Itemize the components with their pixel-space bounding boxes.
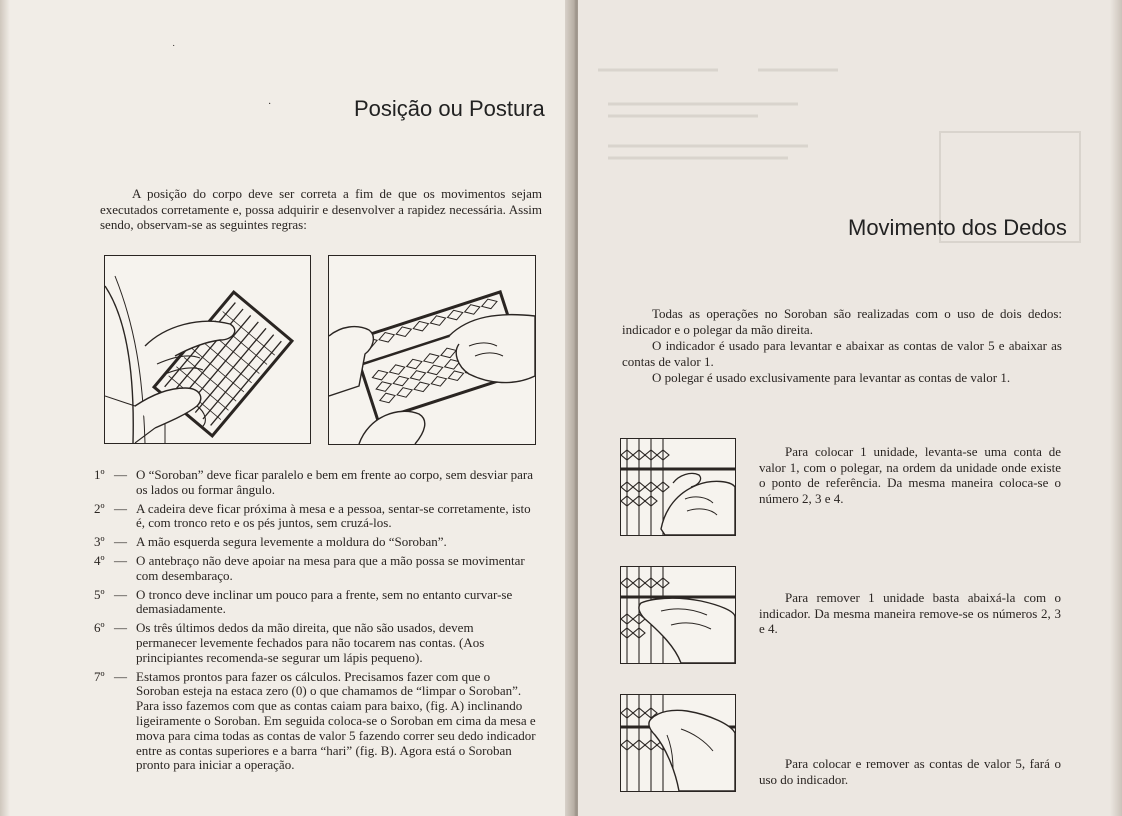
intro-paragraph-left: A posição do corpo deve ser correta a fim de que os movimentos sejam executados corretamente e, possa adquirir e desenvolver a rapidez necessária. Assim sendo, observam-se as seguintes regras: (100, 186, 542, 232)
figure-b-drawing (329, 256, 535, 444)
page-title-right: Movimento dos Dedos (848, 215, 1067, 240)
step-figure-drawing (621, 567, 735, 663)
page-edge-shadow (1110, 0, 1122, 816)
step-figure-value-five (620, 694, 736, 792)
posture-rules-list (94, 468, 536, 777)
rule-number: 7º (94, 668, 105, 684)
page-title-left: Posição ou Postura (354, 96, 545, 121)
show-through-text (598, 60, 898, 180)
rule-number: 3º (94, 534, 105, 550)
rule-text: A cadeira deve ficar próxima à mesa e a pessoa, sentar-se corretamente, isto é, com tronco reto e os pés juntos, sem cruzá-los. (136, 500, 531, 531)
rule-item (94, 468, 536, 498)
rule-item (94, 535, 536, 550)
step-text-value-five: Para colocar e remover as contas de valor 5, fará o uso do indicador. (759, 756, 1061, 787)
rule-number: 5º (94, 586, 105, 602)
rule-text: Estamos prontos para fazer os cálculos. Precisamos fazer com que o Soroban esteja na estaca zero (0) o que chamamos de “limpar o Soroban”. Para isso fazemos com que as contas caiam para baixo, (fig. A) inclinando ligeiramente o Soroban. Em seguida coloca-se o Soroban em cima da mesa e mova para cima todas as contas de valor 5 fazendo correr seu dedo indicador entre as contas superiores e a barra “hari” (fig. B). Agora está o Soroban pronto para iniciar a operação. (136, 668, 536, 773)
rule-text: O antebraço não deve apoiar na mesa para que a mão possa se movimentar com desembaraço. (136, 552, 525, 583)
rule-item (94, 554, 536, 584)
intro-paragraph-right-1: Todas as operações no Soroban são realizadas com o uso de dois dedos: indicador e o polegar da mão direita. (622, 306, 1062, 337)
rule-item (94, 588, 536, 618)
rule-dash: — (114, 586, 127, 602)
figure-a-drawing (105, 256, 310, 443)
rule-number: 2º (94, 500, 105, 516)
rule-dash: — (114, 500, 127, 516)
rule-item (94, 621, 536, 665)
rule-item (94, 502, 536, 532)
figure-b-hands-moving-beads (328, 255, 536, 445)
rule-item (94, 670, 536, 774)
rule-dash: — (114, 552, 127, 568)
ink-speck: · (268, 99, 272, 110)
step-figure-add-unit (620, 438, 736, 536)
rule-number: 1º (94, 467, 105, 482)
rule-dash: — (114, 620, 127, 636)
rule-number: 4º (94, 552, 105, 568)
step-text-remove-unit: Para remover 1 unidade basta abaixá-la com o indicador. Da mesma maneira remove-se os números 2, 3 e 4. (759, 590, 1061, 636)
right-page (578, 0, 1122, 816)
intro-paragraph-right-3: O polegar é usado exclusivamente para levantar as contas de valor 1. (652, 370, 1011, 385)
rule-dash: — (114, 467, 127, 482)
step-figure-drawing (621, 439, 735, 535)
rule-text: O “Soroban” deve ficar paralelo e bem em frente ao corpo, sem desviar para os lados ou formar ângulo. (136, 467, 534, 497)
ink-speck: ˙ (172, 44, 176, 55)
rule-text: O tronco deve inclinar um pouco para a frente, sem no entanto curvar-se demasiadamente. (136, 586, 513, 617)
rule-dash: — (114, 668, 127, 684)
rule-text: A mão esquerda segura levemente a moldura do “Soroban”. (136, 534, 447, 550)
intro-paragraph-right-2: O indicador é usado para levantar e abaixar as contas de valor 5 e abaixar as contas de valor 1. (622, 338, 1062, 369)
step-text-add-unit: Para colocar 1 unidade, levanta-se uma conta de valor 1, com o polegar, na ordem da unidade onde existe o ponto de referência. Da mesma maneira coloca-se o número 2, 3 e 4. (759, 444, 1061, 506)
rule-dash: — (114, 534, 127, 550)
rule-number: 6º (94, 620, 105, 636)
step-figure-drawing (621, 695, 735, 791)
step-figure-remove-unit (620, 566, 736, 664)
rule-text: Os três últimos dedos da mão direita, que não são usados, devem permanecer levemente fechados para não tocarem nas contas. (Aos principiantes recomenda-se segurar um lápis pequeno). (136, 620, 485, 665)
page-edge-shadow (0, 0, 10, 816)
figure-a-hands-tilting-soroban (104, 255, 311, 444)
